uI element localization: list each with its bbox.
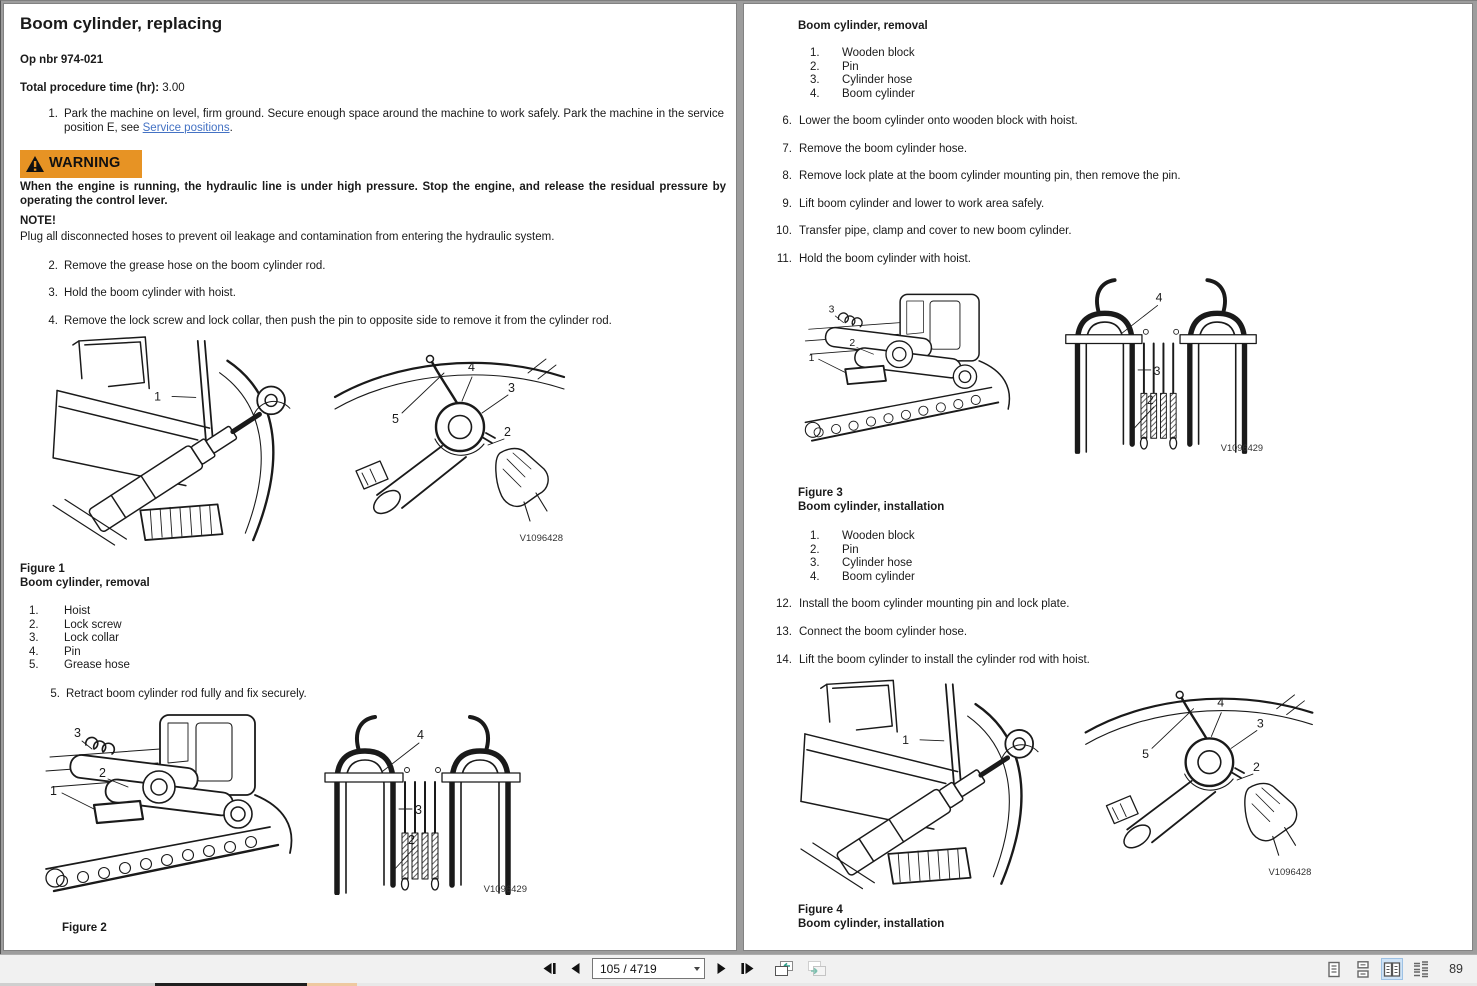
callout-3: 3 <box>74 726 81 740</box>
facing-pages-view-icon <box>1383 961 1401 978</box>
note-text: Plug all disconnected hoses to prevent oil leakage and contamination from entering the hydraulic system. <box>20 231 555 243</box>
step-text: Remove the grease hose on the boom cylinder rod. <box>64 260 326 272</box>
next-view-icon <box>807 960 827 977</box>
warning-triangle-icon <box>25 155 45 173</box>
figure-ref-number: V1096428 <box>519 533 563 544</box>
figure-label: Figure 1 <box>20 563 65 575</box>
page-layout-cluster <box>1323 958 1463 980</box>
callout-2: 2 <box>1252 760 1260 775</box>
last-page-icon <box>740 962 755 975</box>
single-page-view-icon <box>1326 961 1342 978</box>
previous-page-icon <box>570 962 581 975</box>
warning-label: WARNING <box>49 155 121 172</box>
warning-text: When the engine is running, the hydraulic line is under high pressure. Stop the engine, and release the residual pressure by operating the control lever. <box>20 181 726 207</box>
list-item: 2. Pin <box>810 60 859 73</box>
callout-4: 4 <box>1217 695 1225 710</box>
step-6: 6. Lower the boom cylinder onto wooden block with hoist. <box>782 115 1078 127</box>
figure-ref-number: V1096429 <box>1220 442 1264 453</box>
step-2 <box>44 260 726 274</box>
manual-page-left <box>3 3 737 951</box>
figure-3-right-drawing <box>1056 276 1266 456</box>
list-item: 2. Pin <box>810 543 859 556</box>
page-combo-dropdown-arrow[interactable] <box>689 959 704 978</box>
last-page-button[interactable] <box>738 960 757 977</box>
figure-1-right-drawing <box>332 345 567 545</box>
list-item: 5. Grease hose <box>29 659 130 672</box>
page-navigation-cluster <box>540 958 829 979</box>
single-page-view-button[interactable] <box>1323 958 1345 980</box>
callout-4: 4 <box>417 728 424 742</box>
step-text <box>64 108 724 135</box>
figure-2-left-drawing <box>42 710 297 902</box>
service-positions-link[interactable]: Service positions <box>142 121 230 134</box>
step-text: Remove the lock screw and lock collar, then push the pin to opposite side to remove it from the cylinder rod. <box>64 315 612 327</box>
list-item: 3. Cylinder hose <box>810 557 913 570</box>
first-page-icon <box>542 962 557 975</box>
figure-3-left-drawing <box>802 276 1014 464</box>
step-text: Hold the boom cylinder with hoist. <box>64 287 236 299</box>
callout-3: 3 <box>1256 716 1264 731</box>
callout-3: 3 <box>508 381 515 395</box>
step-number: 1. <box>48 108 58 120</box>
step-number: 2. <box>48 260 58 272</box>
step-1-text-after: . <box>229 121 233 134</box>
continuous-view-button[interactable] <box>1352 958 1374 980</box>
note-label: NOTE! <box>20 215 56 227</box>
callout-2: 2 <box>849 337 856 349</box>
step-number: 4. <box>48 315 58 327</box>
figure-3-caption <box>798 487 944 514</box>
previous-view-icon <box>774 960 794 977</box>
figure-2-illustrations <box>42 710 530 902</box>
procedure-time-value: 3.00 <box>162 82 185 94</box>
manual-page-right <box>743 3 1473 951</box>
step-8: 8. Remove lock plate at the boom cylinder mounting pin, then remove the pin. <box>782 170 1181 182</box>
step-5 <box>46 688 726 702</box>
figure-3-illustrations <box>802 276 1266 464</box>
procedure-time-label: Total procedure time (hr): <box>20 82 160 94</box>
callout-3: 3 <box>415 803 422 817</box>
figure-label: Figure 4 <box>798 904 843 916</box>
zoom-level-label: 89 <box>1449 962 1463 976</box>
step-11: 11. Hold the boom cylinder with hoist. <box>776 253 971 265</box>
step-12: 12. Install the boom cylinder mounting pin and lock plate. <box>776 598 1070 610</box>
figure-4-right-drawing <box>1081 681 1317 879</box>
step-3 <box>44 287 726 301</box>
continuous-facing-view-icon <box>1412 961 1430 978</box>
procedure-time <box>20 82 185 96</box>
figure-caption-text: Boom cylinder, installation <box>798 917 945 930</box>
next-view-button[interactable] <box>805 958 829 979</box>
callout-1: 1 <box>808 352 815 364</box>
list-item: 1. Wooden block <box>810 530 915 542</box>
list-item: 2. Lock screw <box>29 618 122 631</box>
step-1 <box>44 108 726 135</box>
continuous-view-icon <box>1355 961 1371 978</box>
first-page-button[interactable] <box>540 960 559 977</box>
figure-ref-number: V1096428 <box>1268 866 1312 878</box>
next-page-icon <box>716 962 727 975</box>
callout-4: 4 <box>468 360 475 374</box>
callout-2: 2 <box>504 425 511 439</box>
figure-2-right-drawing <box>315 714 530 896</box>
step-number: 3. <box>48 287 58 299</box>
figure-caption-text: Boom cylinder, installation <box>798 500 945 513</box>
figure-label: Figure 3 <box>798 487 843 499</box>
callout-1: 1 <box>50 784 57 798</box>
callout-5: 5 <box>1142 747 1149 762</box>
list-item: 1. Hoist <box>29 605 91 617</box>
figure-caption-text: Boom cylinder, removal <box>20 576 150 589</box>
callout-3: 3 <box>828 304 835 316</box>
previous-page-button[interactable] <box>568 960 583 977</box>
step-number: 5. <box>50 688 60 700</box>
callout-3: 3 <box>1153 363 1161 378</box>
warning-banner <box>20 150 142 178</box>
list-item: 1. Wooden block <box>810 47 915 59</box>
viewer-toolbar <box>0 954 1477 983</box>
step-13: 13. Connect the boom cylinder hose. <box>776 626 968 638</box>
section-heading: Boom cylinder, removal <box>798 20 928 32</box>
figure-1-parts-list <box>29 605 130 673</box>
callout-4: 4 <box>1155 290 1163 305</box>
continuous-facing-view-button[interactable] <box>1410 958 1432 980</box>
list-item: 4. Boom cylinder <box>810 570 915 583</box>
step-text: Retract boom cylinder rod fully and fix securely. <box>66 688 307 700</box>
figure-4-illustrations <box>797 675 1317 895</box>
figure-ref-number: V1096429 <box>483 884 527 895</box>
step-1-text-before: Park the machine on level, firm ground. Secure enough space around the machine to work safely. Park the machine in the service position E, see <box>64 108 724 134</box>
list-item: 3. Lock collar <box>29 632 119 645</box>
step-4 <box>44 315 726 329</box>
facing-pages-view-button[interactable] <box>1381 958 1403 980</box>
callout-2: 2 <box>99 766 106 780</box>
step-9: 9. Lift boom cylinder and lower to work area safely. <box>782 198 1045 210</box>
figure-4-caption <box>798 904 944 931</box>
figure-1-left-drawing <box>48 335 298 548</box>
figure-3-parts-list-removal <box>810 47 915 101</box>
list-item: 3. Cylinder hose <box>810 74 913 87</box>
list-item: 4. Boom cylinder <box>810 87 915 100</box>
callout-5: 5 <box>392 412 399 426</box>
op-number: Op nbr 974-021 <box>20 54 104 66</box>
figure-1-caption <box>20 563 150 590</box>
list-item: 4. Pin <box>29 645 81 658</box>
figure-1-illustrations <box>48 335 567 548</box>
callout-1: 1 <box>154 389 162 404</box>
callout-2: 2 <box>1146 393 1154 408</box>
figure-2-caption: Figure 2 <box>62 922 107 934</box>
page-title: Boom cylinder, replacing <box>20 14 223 33</box>
page-number-input[interactable] <box>593 962 689 976</box>
callout-2: 2 <box>408 833 415 847</box>
step-10: 10. Transfer pipe, clamp and cover to new boom cylinder. <box>776 225 1072 237</box>
figure-4-left-drawing <box>797 675 1045 895</box>
callout-1: 1 <box>902 732 910 747</box>
step-7: 7. Remove the boom cylinder hose. <box>782 143 968 155</box>
previous-view-button[interactable] <box>772 958 796 979</box>
page-number-combo <box>592 958 705 979</box>
next-page-button[interactable] <box>714 960 729 977</box>
step-14: 14. Lift the boom cylinder to install the cylinder rod with hoist. <box>776 654 1090 666</box>
figure-3-parts-list-installation <box>810 530 915 584</box>
